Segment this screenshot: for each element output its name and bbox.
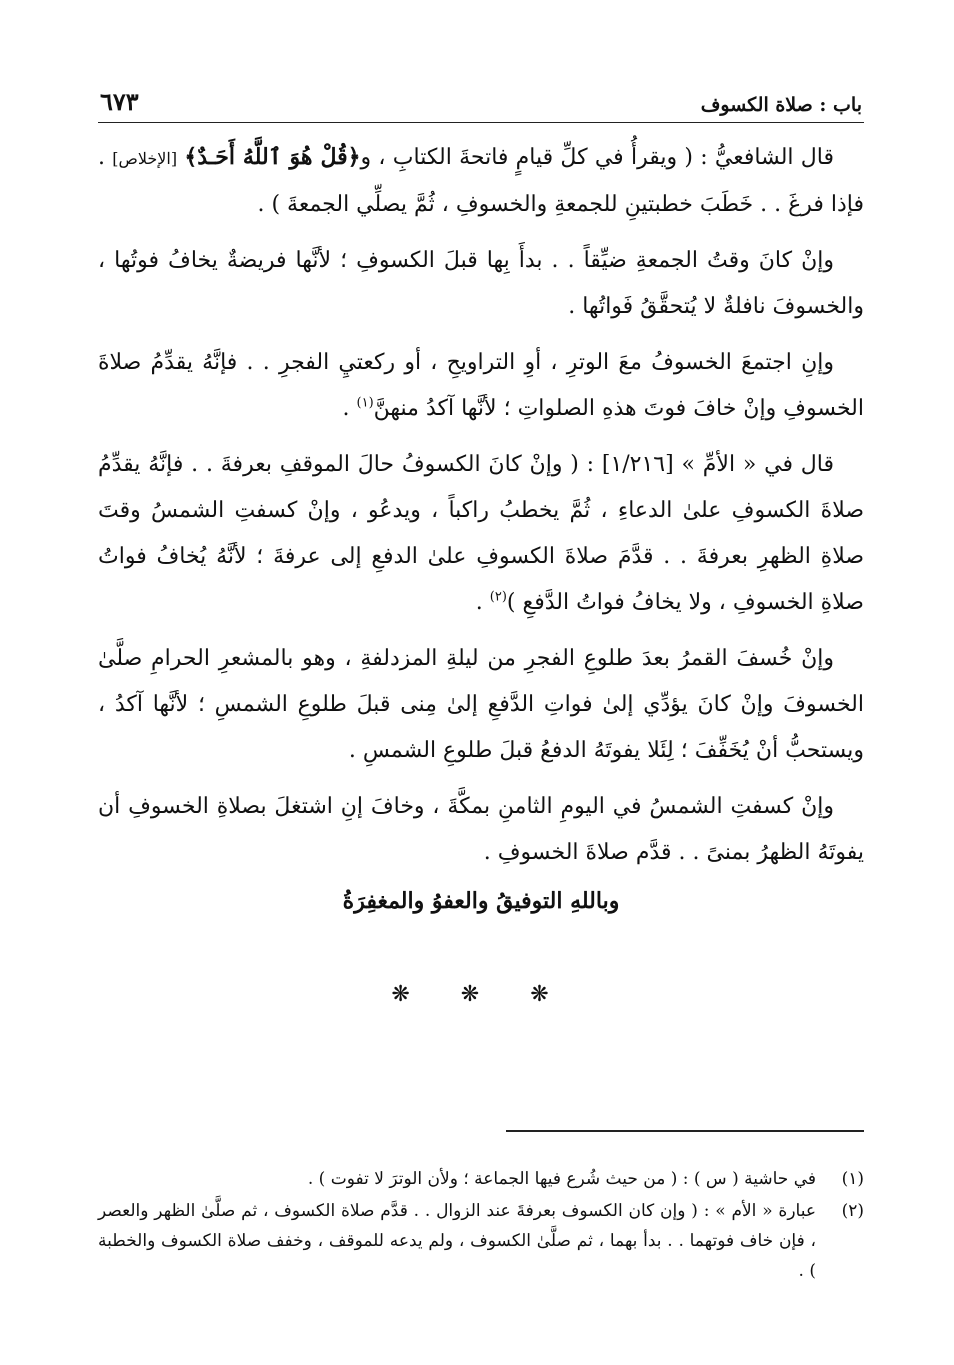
running-head [100, 82, 862, 116]
paragraph-1-before: قال الشافعيُّ : ( ويقرأُ في كلِّ قيامٍ فاتحةَ الكتابِ ، و [360, 145, 834, 170]
footnote-mark-2[interactable]: (٢) [489, 589, 507, 605]
main-text [98, 134, 864, 886]
footnote-number: (٢) [841, 1201, 864, 1221]
footnote-2 [98, 1196, 864, 1286]
paragraph-1-after: . فإذا فرغَ . . خَطَبَ خطبتينِ للجمعةِ والخسوفِ ، ثُمَّ يصلِّي الجمعةَ ) . [98, 145, 864, 217]
paragraph-6: وإنْ كسفتِ الشمسُ في اليومِ الثامنِ بمكَّةَ ، وخافَ إنِ اشتغلَ بصلاةِ الخسوفِ أن يفوتَهُ الظهرُ بمنىً . . قدَّم صلاةَ الخسوفِ . [98, 794, 864, 865]
footnote-1 [98, 1164, 864, 1194]
paragraph-3-end: . [342, 396, 357, 421]
paragraph-2: وإنْ كانَ وقتُ الجمعةِ ضيِّقاً . . بدأَ بِها قبلَ الكسوفِ ؛ لأنَّها فريضةٌ يخافُ فوتُها ، والخسوفَ نافلةٌ لا يُتحقَّقُ فَواتُها . [98, 248, 864, 319]
paragraph-3 [98, 340, 864, 432]
paragraph-1 [98, 134, 864, 228]
chapter-title: باب : صلاة الكسوف [700, 94, 862, 116]
paragraph-3-text: وإنِ اجتمعَ الخسوفُ معَ الوترِ ، أوِ التراويحِ ، أو ركعتيِ الفجرِ . . فإنَّهُ يقدِّمُ صلاةَ الخسوفِ وإنْ خافَ فوتَ هذهِ الصلواتِ ؛ لأنَّها آكدُ منهنَّ [98, 350, 864, 421]
paragraph-4 [98, 442, 864, 626]
paragraph-4-text: قال في « الأمِّ » [١/٢١٦] : ( وإنْ كانَ الكسوفُ حالَ الموقفِ بعرفةَ . . فإنَّهُ يقدِّمُ صلاةَ الكسوفِ علىٰ الدعاءِ ، ثُمَّ يخطبُ راكباً ، ويدعُو ، وإنْ كسفتِ الشمسُ وقتَ صلاةِ الظهرِ بعرفةَ . . قدَّمَ صلاةَ الكسوفِ علىٰ الدفعِ إلى عرفةَ ؛ لأنَّهُ يُخافُ فواتُ صلاةِ الخسوفِ ، ولا يخافُ فواتُ الدَّفعِ ) [98, 452, 864, 615]
closing-line: وباللهِ التوفيقُ والعفوُ والمغفِرَةُ [342, 888, 620, 914]
footnote-number: (١) [841, 1169, 864, 1189]
footnote-text: عبارة « الأم » : ( وإن كان الكسوف بعرفةَ عند الزوال . . قدَّم صلاة الكسوف ، ثم صلَّىٰ الظهر والعصر ، فإن خاف فوتهما . . بدأ بهما ، ثم صلَّىٰ الكسوف ، ولم يدعه للموقف ، وخفف صلاة الكسوف والخطبة ) . [98, 1201, 816, 1281]
section-ornament: ❋ ❋ ❋ [391, 982, 571, 1007]
paragraph-5: وإنْ خُسفَ القمرُ بعدَ طلوعِ الفجرِ من ليلةِ المزدلفةِ ، وهو بالمشعرِ الحرامِ صلَّىٰ الخسوفَ وإنْ كانَ يؤدِّي إلىٰ فواتِ الدَّفعِ إلىٰ مِنى قبلَ طلوعِ الشمسِ ؛ لأنَّها آكدُ ، ويستحبُّ أنْ يُخَفِّفَ ؛ لِئَلا يفوتَهُ الدفعُ قبلَ طلوعِ الشمسِ . [98, 646, 864, 763]
paragraph-4-end: . [475, 590, 490, 615]
footnote-rule [506, 1130, 864, 1132]
footnote-text: في حاشية ( س ) : ( من حيث شُرع فيها الجماعة ؛ ولأن الوترَ لا تفوت ) . [307, 1169, 816, 1189]
footnote-mark-1[interactable]: (١) [356, 395, 374, 411]
header-rule [98, 122, 864, 123]
footnotes [98, 1164, 864, 1288]
page-number: ٦٧٣ [100, 87, 139, 116]
quran-verse: ﴿قُلْ هُوَ ٱللَّهُ أَحَـدٌ﴾ [184, 144, 361, 170]
sura-reference: [الإخلاص] [112, 149, 178, 168]
